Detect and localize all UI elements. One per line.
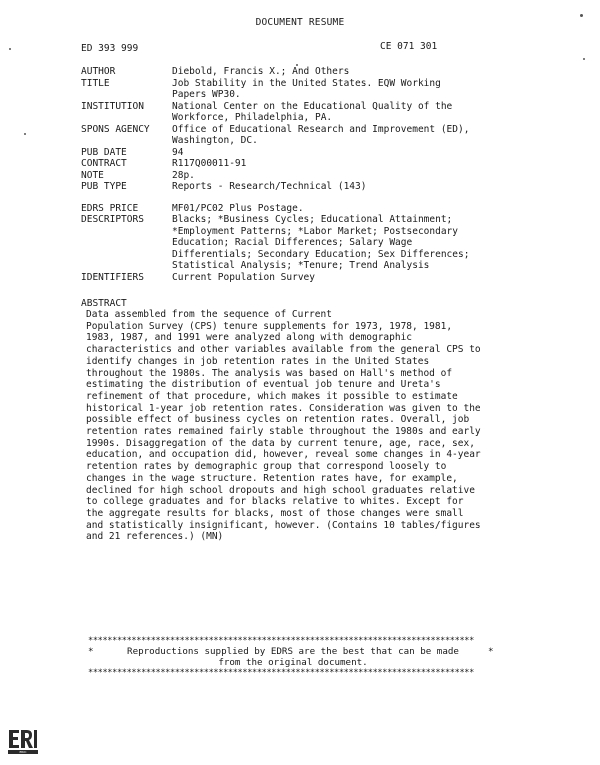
bibliographic-fields xyxy=(81,66,541,283)
field-label: DESCRIPTORS xyxy=(81,214,144,225)
field-pub-type xyxy=(81,181,541,193)
field-value: Blacks; *Business Cycles; Educational Attainment; *Employment Patterns; *Labor Market; Postsecondary Education; Racial Differences; Salary Wage Differentials; Secondary Education; Sex Differences; Statistical Analysis; *Tenure; Trend Analysis xyxy=(172,214,470,271)
abstract-label: ABSTRACT xyxy=(81,298,127,309)
field-label: TITLE xyxy=(81,77,110,89)
field-spacer xyxy=(81,193,541,203)
field-label: PUB TYPE xyxy=(81,181,127,192)
field-title xyxy=(81,78,541,101)
field-pub-date xyxy=(81,147,541,159)
field-value: R117Q00011-91 xyxy=(172,158,247,169)
field-value: Diebold, Francis X.; And Others xyxy=(172,66,350,77)
field-label: CONTRACT xyxy=(81,158,127,169)
field-label: NOTE xyxy=(81,169,104,181)
field-descriptors xyxy=(81,214,541,272)
field-label: PUB DATE xyxy=(81,146,127,158)
field-institution xyxy=(81,101,541,124)
field-spons-agency xyxy=(81,124,541,147)
field-value: Reports - Research/Technical (143) xyxy=(172,181,367,192)
field-contract xyxy=(81,158,541,170)
field-author xyxy=(81,66,541,78)
field-value: National Center on the Educational Quality of the Workforce, Philadelphia, PA. xyxy=(172,100,453,123)
star-border-top: ******************************************************************************** xyxy=(88,636,474,646)
star-border-bottom: ******************************************************************************** xyxy=(88,668,474,678)
star-left: * xyxy=(88,646,94,657)
ed-number: ED 393 999 xyxy=(81,43,139,54)
abstract-text: Data assembled from the sequence of Current Population Survey (CPS) tenure supplements for 1973, 1978, 1981, 1983, 1987, and 1991 were analyzed along with demographic characteristics and other variables available from the general CPS to identify changes in job retention rates in the United States throughout the 1980s. The analysis was based on Hall's method of estimating the distribution of eventual job tenure and Ureta's refinement of that procedure, which makes it possible to estimate historical 1-year job retention rates. Consideration was given to the possible effect of business cycles on retention rates. Overall, job retention rates remained fairly stable throughout the 1980s and early 1990s. Disaggregation of the data by current tenure, age, race, sex, education, and occupation did, however, reveal some changes in 4-year retention rates by demographic group that correspond loosely to changes in the wage structure. Retention rates have, for example, declined for high school dropouts and high school graduates relative to college graduates and for blacks relative to whites. Except for the aggregate results for blacks, most of those changes were small and statistically insignificant, however. (Contains 10 tables/figures and 21 references.) (MN) xyxy=(86,309,481,543)
eric-logo-text: ERIC xyxy=(19,750,27,755)
ce-number: CE 071 301 xyxy=(380,41,438,52)
scan-speck xyxy=(580,14,583,17)
document-heading: DOCUMENT RESUME xyxy=(255,17,345,28)
eric-logo-icon xyxy=(6,726,40,756)
field-label: SPONS AGENCY xyxy=(81,123,150,135)
reproduction-notice-row xyxy=(88,646,498,668)
field-value: 94 xyxy=(172,146,184,158)
field-value: Job Stability in the United States. EQW Working Papers WP30. xyxy=(172,77,441,100)
reproduction-notice-text: Reproductions supplied by EDRS are the best that can be made from the original document. xyxy=(127,646,459,668)
scan-speck xyxy=(296,64,298,66)
field-label: EDRS PRICE xyxy=(81,202,139,214)
field-label: INSTITUTION xyxy=(81,100,144,112)
field-value: Current Population Survey xyxy=(172,271,315,283)
field-note xyxy=(81,170,541,182)
scan-speck xyxy=(9,48,11,50)
field-edrs-price xyxy=(81,203,541,215)
field-value: 28p. xyxy=(172,169,195,181)
field-value: Office of Educational Research and Improvement (ED), Washington, DC. xyxy=(172,123,470,146)
reproduction-notice xyxy=(88,636,498,678)
star-right: * xyxy=(488,646,494,657)
field-value: MF01/PC02 Plus Postage. xyxy=(172,202,304,214)
field-label: IDENTIFIERS xyxy=(81,271,144,283)
scan-speck xyxy=(583,58,585,60)
scan-speck xyxy=(24,133,26,135)
field-label: AUTHOR xyxy=(81,66,116,77)
field-identifiers xyxy=(81,272,541,284)
